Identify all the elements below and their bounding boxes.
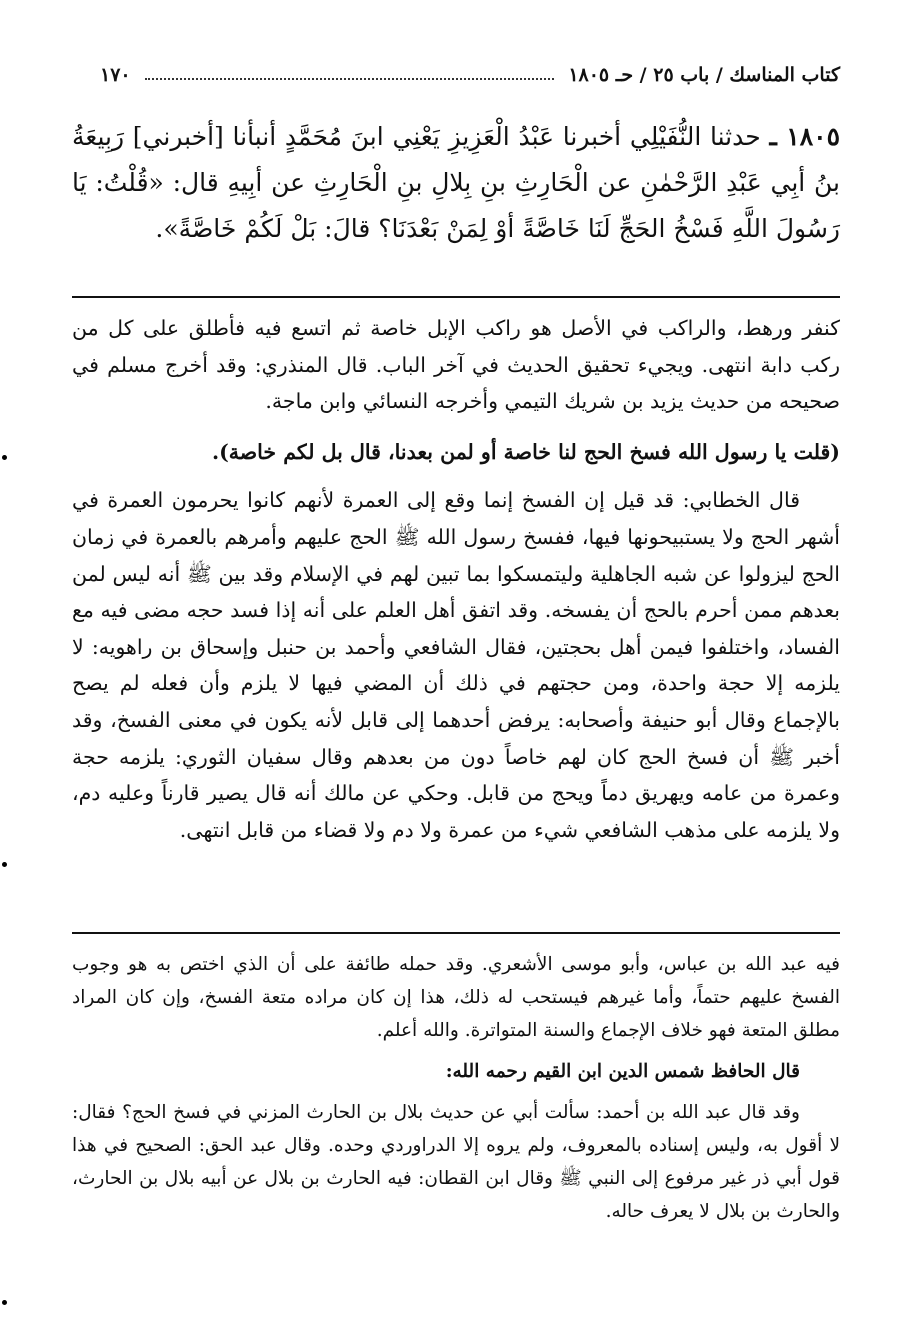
hadith-text: حدثنا النُّفَيْلِي أخبرنا عَبْدُ الْعَزِيزِ يَعْنِي ابنَ مُحَمَّدٍ أنبأنا [أخبرني] رَبِيعَةُ بنُ أبِي عَبْدِ الرَّحْمٰنِ عن الْحَارِثِ بنِ بِلالِ بنِ الْحَارِثِ عن أبِيهِ قال: «قُلْتُ: يَا رَسُولَ اللَّهِ فَسْخُ الحَجِّ لَنَا خَاصَّةً أوْ لِمَنْ بَعْدَنَا؟ قالَ: بَلْ لَكُمْ خَاصَّةً». xyxy=(72,122,840,243)
footnote-divider xyxy=(72,932,840,934)
footnote-paragraph-3: وقد قال عبد الله بن أحمد: سألت أبي عن حديث بلال بن الحارث المزني في فسخ الحج؟ فقال: لا أقول به، وليس إسناده بالمعروف، ولم يروه إلا الدراوردي وحده. وقال عبد الحق: الصحيح في هذا قول أبي ذر غير مرفوع إلى النبي ﷺ وقال ابن القطان: فيه الحارث بن بلال عن أبيه بلال بن الحارث، والحارث بن بلال لا يعرف حاله. xyxy=(72,1102,840,1222)
margin-mark xyxy=(2,862,7,867)
section-divider xyxy=(72,296,840,298)
running-title: كتاب المناسك / باب ٢٥ / حـ ١٨٠٥ xyxy=(568,64,840,86)
footnote-paragraph-2: قال الحافظ شمس الدين ابن القيم رحمه الله: xyxy=(445,1061,800,1082)
page-number: ١٧٠ xyxy=(100,64,131,86)
footnote-block xyxy=(72,948,840,1228)
footnote-paragraph-1: فيه عبد الله بن عباس، وأبو موسى الأشعري. وقد حمله طائفة على أن الذي اختص به هو وجوب الفسخ عليهم حتماً، وأما غيرهم فيستحب له ذلك، هذا إن كان مراده متعة الفسخ، وإن كان المراد مطلق المتعة فهو خلاف الإجماع والسنة المتواترة. والله أعلم. xyxy=(72,954,840,1041)
margin-mark xyxy=(2,1300,7,1305)
hadith-text-block xyxy=(72,114,840,252)
page-header xyxy=(86,58,840,92)
commentary-intro: كنفر ورهط، والراكب في الأصل هو راكب الإبل خاصة ثم اتسع فيه فأطلق على كل من ركب دابة انتهى. ويجيء تحقيق الحديث في آخر الباب. قال المنذري: وقد أخرج مسلم في صحيحه من حديث يزيد بن شريك التيمي وأخرجه النسائي وابن ماجة. xyxy=(72,316,840,414)
commentary-block xyxy=(72,310,840,848)
hadith-number: ١٨٠٥ ـ xyxy=(769,122,840,151)
commentary-heading: (قلت يا رسول الله فسخ الحج لنا خاصة أو لمن بعدنا، قال بل لكم خاصة). xyxy=(211,439,840,464)
commentary-body: قال الخطابي: قد قيل إن الفسخ إنما وقع إلى العمرة لأنهم كانوا يحرمون العمرة في أشهر الحج ولا يستبيحونها فيها، ففسخ رسول الله ﷺ الحج عليهم وأمرهم بالعمرة في زمان الحج ليزولوا عن شبه الجاهلية وليتمسكوا بما تبين لهم في الإسلام وقد بين ﷺ أنه ليس لمن بعدهم ممن أحرم بالحج أن يفسخه. وقد اتفق أهل العلم على أنه إذا فسد حجه مضى فيه مع الفساد، واختلفوا فيمن أهل بحجتين، فقال الشافعي وأحمد بن حنبل وإسحاق بن راهويه: لا يلزمه إلا حجة واحدة، ومن حجتهم في ذلك أن المضي فيها لا يلزم وأن فعله لم يصح بالإجماع وقال أبو حنيفة وأصحابه: يرفض أحدهما إلى قابل لأنه يكون في معنى الفسخ، وقد أخبر ﷺ أن فسخ الحج كان لهم خاصاً دون من بعدهم وقال سفيان الثوري: يلزمه حجة وعمرة من عامه ويهريق دماً ويحج من قابل. وحكي عن مالك أنه قال يصير قارناً وعليه دم، ولا يلزمه على مذهب الشافعي شيء من عمرة ولا دم ولا قضاء من قابل انتهى. xyxy=(72,488,840,842)
header-dotted-leader xyxy=(145,78,555,80)
margin-mark xyxy=(2,455,7,460)
